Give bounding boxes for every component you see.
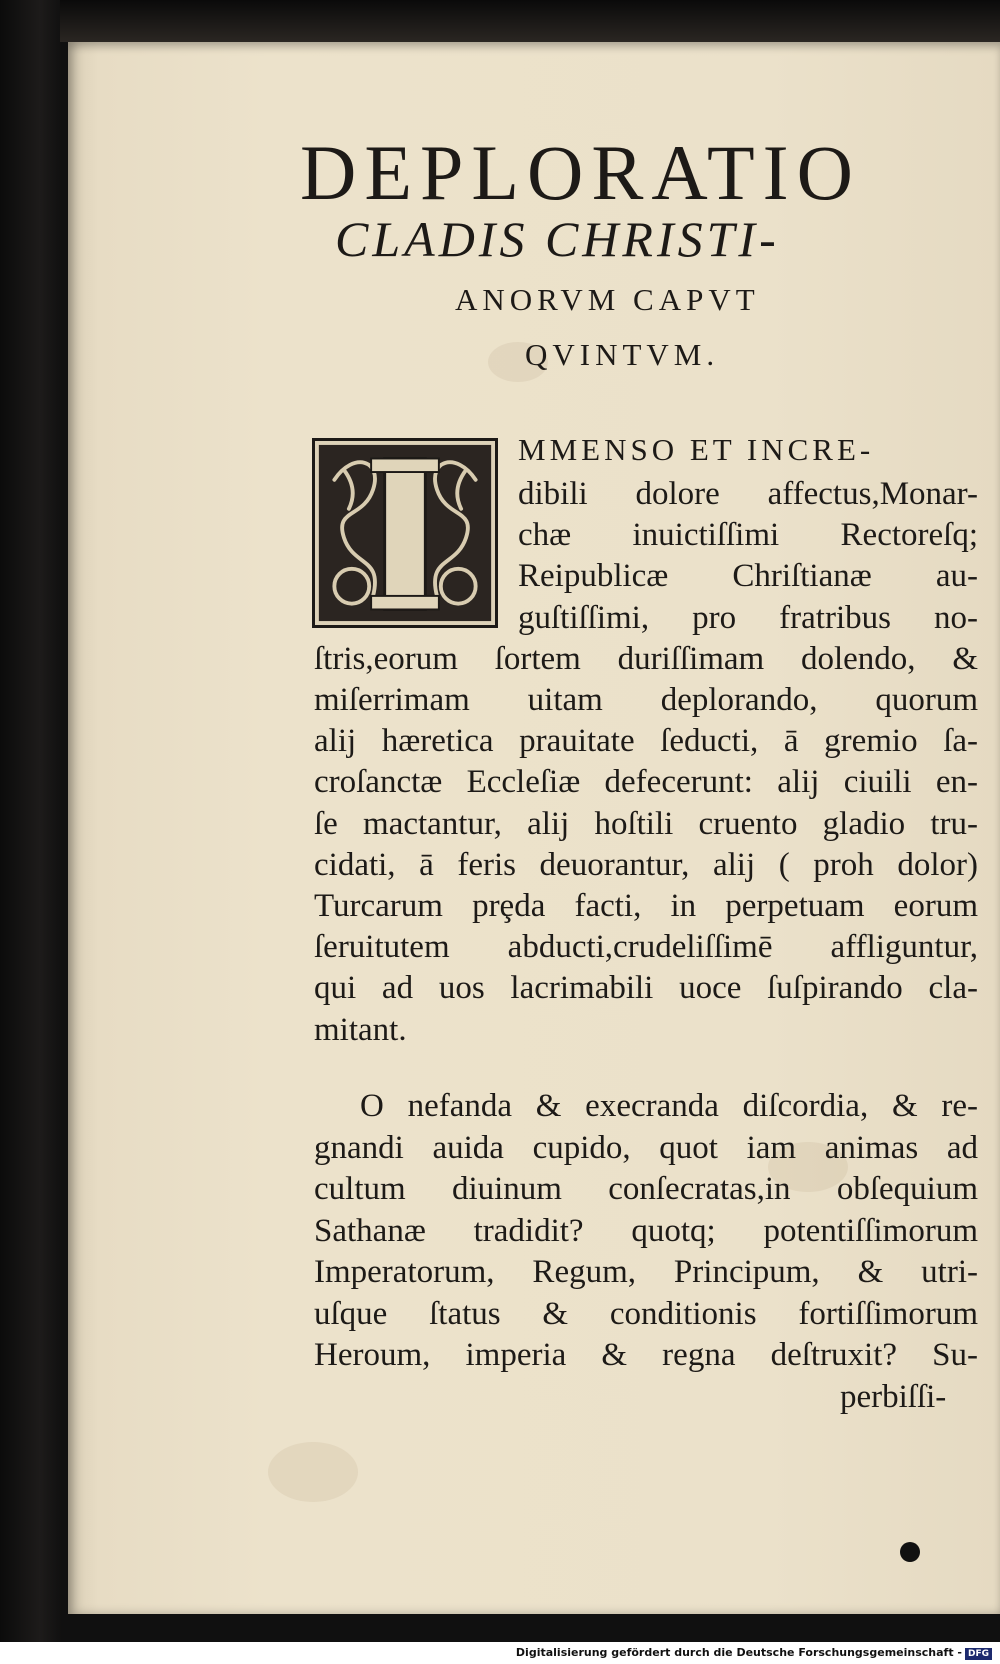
- text-line: guſtiſſimi, pro fratribus no-: [518, 599, 978, 636]
- text-line: gnandi auida cupido, quot iam animas ad: [314, 1129, 978, 1166]
- paragraph-1-first-line: MMENSO ET INCRE-: [518, 432, 875, 467]
- heading-line-2: CLADIS CHRISTI-: [335, 211, 780, 267]
- text-line: mitant.: [314, 1011, 407, 1048]
- text-line: Sathanæ tradidit? quotq; potentiſſimorum: [314, 1212, 978, 1249]
- decorated-initial: [312, 438, 498, 628]
- text-line: O nefanda & execranda diſcordia, & re-: [360, 1088, 978, 1124]
- text-line: Heroum, imperia & regna deſtruxit? Su-: [314, 1337, 978, 1373]
- text-line: ſtris,eorum ſortem duriſſimam dolendo, &: [314, 640, 978, 677]
- ornament-icon: [315, 441, 495, 625]
- text-line: cultum diuinum conſecratas,in obſequium: [314, 1171, 978, 1207]
- text-line: Reipublicæ Chriſtianæ au-: [518, 558, 978, 595]
- text-line: perbiſſi-: [840, 1378, 947, 1415]
- text-line: Turcarum prȩda facti, in perpetuam eorum: [314, 888, 978, 924]
- text-line: ſeruitutem abducti,crudeliſſimē affliguntur,: [314, 929, 978, 966]
- text-line: qui ad uos lacrimabili uoce ſuſpirando cla-: [314, 970, 978, 1007]
- dfg-logo-icon: DFG: [965, 1648, 992, 1660]
- text-line: Imperatorum, Regum, Principum, & utri-: [314, 1254, 978, 1290]
- text-line: croſanctæ Eccleſiæ defecerunt: alij ciuili en-: [314, 764, 978, 801]
- footer-text: Digitalisierung gefördert durch die Deutsche Forschungsgemeinschaft -: [515, 1646, 962, 1659]
- ink-dot: [900, 1542, 920, 1562]
- heading-line-4: QVINTVM.: [525, 337, 720, 372]
- text-line: chæ inuictiſſimi Rectoreſq;: [518, 517, 978, 554]
- text-line: cidati, ā feris deuorantur, alij ( proh dolor): [314, 846, 978, 883]
- text-line: alij hæretica prauitate ſeducti, ā gremio ſa-: [314, 723, 978, 760]
- text-line: miſerrimam uitam deplorando, quorum: [314, 682, 978, 718]
- heading-line-1: DEPLORATIO: [300, 129, 861, 216]
- digitization-footer: [0, 1642, 1000, 1664]
- text-line: uſque ſtatus & conditionis fortiſſimorum: [314, 1295, 978, 1332]
- heading-line-3: ANORVM CAPVT: [455, 282, 760, 317]
- text-line: ſe mactantur, alij hoſtili cruento gladio tru-: [314, 805, 978, 842]
- paper-stain: [268, 1442, 358, 1502]
- text-line: dibili dolore affectus,Monar-: [518, 476, 978, 512]
- scan-top-edge: [60, 0, 1000, 42]
